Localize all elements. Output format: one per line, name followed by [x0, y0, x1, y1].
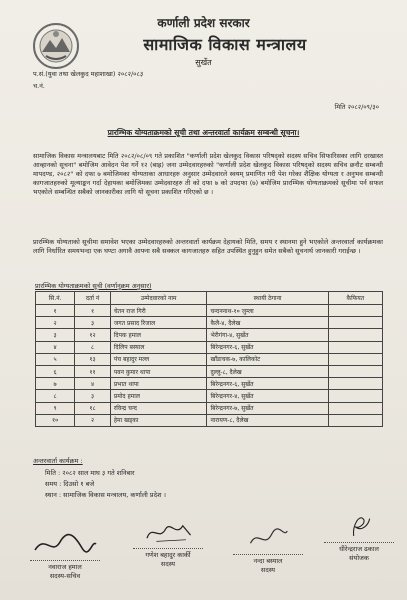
cell-address: खाँडाचक-७, कालिकोट: [207, 353, 328, 365]
notice-date: मिति २०८२/०९/३०: [334, 103, 379, 111]
signer-name: गणेश बहादुर कार्की: [133, 548, 203, 559]
schedule-block: [45, 468, 166, 501]
table-title: प्रारम्भिक योग्यताक्रमको सूची (वर्णानुक्रम अनुसार): [35, 282, 152, 290]
cell-remarks: [328, 414, 382, 426]
cell-remarks: [328, 329, 382, 341]
cell-reg-no: १: [75, 305, 111, 317]
table-row: [36, 353, 383, 365]
cell-remarks: [328, 378, 382, 390]
cell-reg-no: १८: [75, 402, 111, 414]
cell-reg-no: ११: [75, 365, 111, 377]
cell-reg-no: ३: [75, 390, 111, 402]
letter-reference: प.सं.(युवा तथा खेलकुद महाशाखा) २०८२/०८३: [33, 70, 144, 78]
cell-name: पंच बहादुर मल्ल: [110, 353, 207, 365]
cell-reg-no: १३: [75, 353, 111, 365]
cell-reg-no: ४: [75, 378, 111, 390]
signature-scrawl-icon: [329, 512, 389, 540]
cell-serial: ७: [36, 378, 75, 390]
cell-name: पवन कुमार थापा: [110, 365, 207, 377]
notice-paragraph-1: सामाजिक विकास मन्त्रालयबाट मिति २०८२/०८/०९ गते प्रकाशित "कर्णाली प्रदेश खेलकुद विकास परिषद्को सदस्य सचिव सिफारिसका लागि दरखास्त आव्हानको सूचना" बमोजिम आवेदन पेश गर्ने १२ (बाह्र) जना उम्मेदवारहरुको "कर्णाली प्रदेश खेलकुद विकास परिषद्को सदस्य सचिव छनौट सम्बन्धी मापदण्ड, २०८२" को दफा ७ बमोजिमका योग्यताका आधारहरु अनुसार उम्मेदवारले स्वयम् प्रमाणित गरी पेश गरेका शैक्षिक योग्यता र अनुभव सम्बन्धी कागजातहरुको मूल्याङ्कन गर्दा देहायका बमोजिमका उम्मेदवारहरु ती को दफा ७ को उपदफा (७) बमोजिम प्रारम्भिक योग्यताक्रमको सूचीमा पर्न सफल भएकोले सम्बन्धित सबैको जानकारीका लागि यो सूचना प्रकाशित गरिएको छ ।: [33, 152, 383, 196]
cell-address: दुल्लु-८, दैलेख: [207, 365, 328, 377]
cell-serial: १०: [36, 414, 75, 426]
table-row: [36, 341, 383, 353]
cell-address: बिरेन्द्रनगर-६, सुर्खेत: [207, 341, 328, 353]
cell-serial: २: [36, 317, 75, 329]
table-header-row: [36, 292, 383, 305]
signature-member-2: [228, 524, 308, 574]
table-row: [36, 329, 383, 341]
schedule-date: मिति : २०८२ साल माघ ३ गते शनिबार: [45, 469, 135, 477]
signature-scrawl-icon: [30, 530, 100, 558]
schedule-venue: स्थान : सामाजिक विकास मन्त्रालय, कर्णाली प्रदेश ।: [45, 491, 167, 499]
signer-name: नन्दा बस्याल: [233, 554, 303, 565]
cell-serial: ९: [36, 402, 75, 414]
cell-name: रविन्द्र चन्द: [110, 402, 207, 414]
cell-reg-no: २: [75, 414, 111, 426]
cell-address: नारायण-८, दैलेख: [207, 414, 328, 426]
cell-address: कैलै-४, दैलेख: [207, 317, 328, 329]
schedule-title: अन्तरवार्ता कार्यक्रम :: [33, 457, 83, 465]
cell-address: बिरेन्द्रनगर-६, सुर्खेत: [207, 378, 328, 390]
cell-address: चन्दननाथ-१० जुम्ला: [207, 305, 328, 317]
table-row: [36, 402, 383, 414]
cell-address: भेरीगंगा-४, सुर्खेत: [207, 329, 328, 341]
table-row: [36, 305, 383, 317]
table-row: [36, 317, 383, 329]
col-name: उम्मेदवारको नाम: [110, 292, 207, 305]
cell-reg-no: ८: [75, 341, 111, 353]
schedule-time: समय : दिउसो १ बजे: [45, 480, 95, 488]
office-place: सुर्खेत: [195, 58, 212, 67]
signer-name: धीरेन्द्रराज ढकाल: [324, 542, 394, 553]
signature-convener: [318, 512, 400, 562]
signature-member-secretary: [22, 530, 108, 580]
cell-remarks: [328, 341, 382, 353]
signer-role: संयोजक: [349, 554, 369, 562]
signature-scrawl-icon: [133, 518, 203, 546]
cell-serial: ५: [36, 353, 75, 365]
dispatch-number: च.नं.: [33, 82, 45, 90]
cell-reg-no: १२: [75, 329, 111, 341]
cell-remarks: [328, 353, 382, 365]
table-row: [36, 365, 383, 377]
cell-reg-no: ३: [75, 317, 111, 329]
table-row: [36, 390, 383, 402]
government-name: कर्णाली प्रदेश सरकार: [157, 16, 250, 30]
cell-address: बिरेन्द्रनगर-४, सुर्खेत: [207, 390, 328, 402]
cell-remarks: [328, 365, 382, 377]
col-remarks: कैफियत: [328, 292, 382, 305]
notice-subject: प्रारम्भिक योग्यताक्रमको सूची तथा अन्तरवार्ता कार्यक्रम सम्बन्धी सूचना।: [107, 128, 300, 137]
col-address: स्थायी ठेगाना: [207, 292, 328, 305]
cell-serial: ४: [36, 341, 75, 353]
cell-remarks: [328, 402, 382, 414]
signer-role: सदस्य: [260, 566, 276, 574]
cell-serial: ३: [36, 329, 75, 341]
cell-name: हेमा खड्का: [110, 414, 207, 426]
signer-name: नवाराज हमाल: [30, 560, 100, 571]
table-row: [36, 414, 383, 426]
cell-name: प्रभात थापा: [110, 378, 207, 390]
cell-name: चेतन राज गिरी: [110, 305, 207, 317]
candidate-table: [35, 291, 383, 427]
signature-member-1: [122, 518, 214, 568]
signer-role: सदस्य-सचिव: [49, 572, 81, 580]
cell-address: बिरेन्द्रनगर-७, सुर्खेत: [207, 402, 328, 414]
cell-remarks: [328, 317, 382, 329]
ministry-name: सामाजिक विकास मन्त्रालय: [143, 35, 307, 54]
cell-name: दिपक हमाल: [110, 329, 207, 341]
cell-name: दिलिप बस्याल: [110, 341, 207, 353]
col-serial: सि.नं.: [36, 292, 75, 305]
cell-name: जगत प्रसाद रिजाल: [110, 317, 207, 329]
signer-role: सदस्य: [160, 560, 176, 568]
table-row: [36, 378, 383, 390]
signature-scrawl-icon: [238, 524, 298, 552]
cell-serial: १: [36, 305, 75, 317]
cell-remarks: [328, 305, 382, 317]
cell-serial: ६: [36, 365, 75, 377]
cell-serial: ८: [36, 390, 75, 402]
notice-paragraph-2: प्रारम्भिक योग्यताको सूचीमा समावेश भएका उम्मेदवारहरुको अन्तरवार्ता कार्यक्रम देहायको मिति, समय र स्थानमा हुने भएकोले अन्तरवार्ता कार्यक्रमका लागि निर्धारित समयभन्दा एक घण्टा अगावै आफ्ना सबै सक्कल कागजातहरु सहित उपस्थित हुनुहुन समेत सबैको सूचनार्थ जानकारी गराईन्छ ।: [33, 238, 383, 255]
cell-name: प्रमोद हमाल: [110, 390, 207, 402]
cell-remarks: [328, 390, 382, 402]
col-reg-no: दर्ता नं: [75, 292, 111, 305]
